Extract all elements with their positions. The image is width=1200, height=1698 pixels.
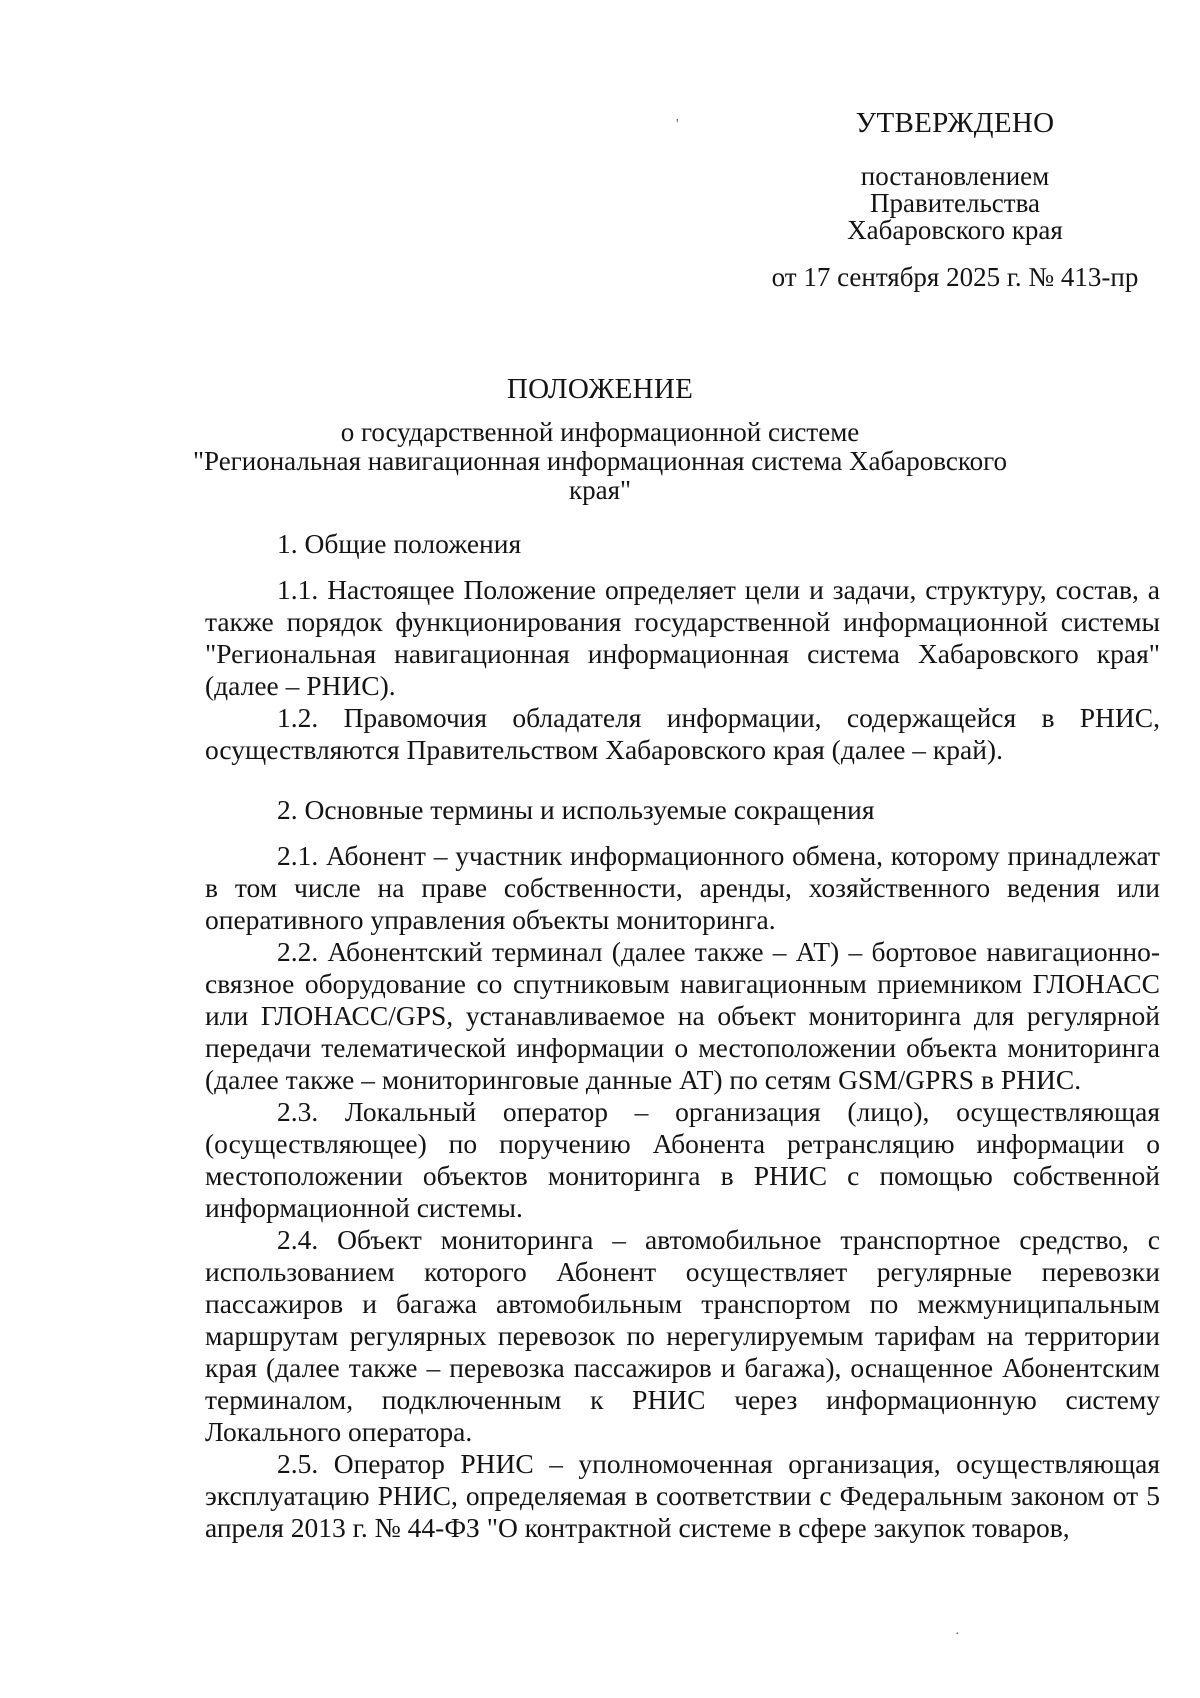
approval-stamp [745, 107, 1165, 292]
paragraph-2-4: 2.4. Объект мониторинга – автомобильное транспортное средство, с использованием которого Абонент осуществляет регулярные перевозки пассажиров и багажа автомобильным транспортом по межмуниципальным маршрутам регулярных перевозок по нерегулируемым тарифам на территории края (далее также – перевозка пассажиров и багажа), оснащенное Абонентским терминалом, подключенным к РНИС через информационную систему Локального оператора. [205, 1224, 1160, 1447]
approval-line-3: Хабаровского края [847, 215, 1063, 245]
paragraph-1-2: 1.2. Правомочия обладателя информации, содержащейся в РНИС, осуществляются Правительством Хабаровского края (далее – край). [205, 702, 1160, 765]
document-subtitle-line-2: "Региональная навигационная информационная система Хабаровского края" [193, 446, 1007, 505]
approval-line-2: Правительства [870, 188, 1040, 218]
document-body [205, 528, 1160, 1544]
paragraph-2-1: 2.1. Абонент – участник информационного обмена, которому принадлежат в том числе на праве собственности, аренды, хозяйственного ведения или оперативного управления объекты мониторинга. [205, 840, 1160, 935]
scan-mark-bottom: · [955, 1627, 960, 1642]
section-heading-2: 2. Основные термины и используемые сокращения [277, 794, 875, 825]
section-heading-1: 1. Общие положения [277, 528, 522, 559]
document-subtitle-line-1: о государственной информационной системе [340, 417, 860, 447]
paragraph-2-5: 2.5. Оператор РНИС – уполномоченная организация, осуществляющая эксплуатацию РНИС, определяемая в соответствии с Федеральным законом от 5 апреля 2013 г. № 44-ФЗ "О контрактной системе в сфере закупок товаров, [205, 1448, 1160, 1543]
document-title-block [180, 375, 1020, 505]
approval-heading: УТВЕРЖДЕНО [855, 107, 1055, 139]
paragraph-2-2: 2.2. Абонентский терминал (далее также – АТ) – бортовое навигационно-связное оборудование со спутниковым навигационным приемником ГЛОНАСС или ГЛОНАСС/GPS, устанавливаемое на объект мониторинга для регулярной передачи телематической информации о местоположении объекта мониторинга (далее также – мониторинговые данные АТ) по сетям GSM/GPRS в РНИС. [205, 936, 1160, 1095]
approval-date: от 17 сентября 2025 г. № 413-пр [771, 262, 1139, 292]
paragraph-2-3: 2.3. Локальный оператор – организация (лицо), осуществляющая (осуществляющее) по поручению Абонента ретрансляцию информации о местоположении объектов мониторинга в РНИС с помощью собственной информационной системы. [205, 1096, 1160, 1223]
approval-line-1: постановлением [860, 161, 1050, 191]
document-title: ПОЛОЖЕНИЕ [506, 373, 694, 405]
scan-mark: ' [676, 117, 679, 132]
paragraph-1-1: 1.1. Настоящее Положение определяет цели и задачи, структуру, состав, а также порядок функционирования государственной информационной системы "Региональная навигационная информационная система Хабаровского края" (далее – РНИС). [205, 574, 1160, 701]
